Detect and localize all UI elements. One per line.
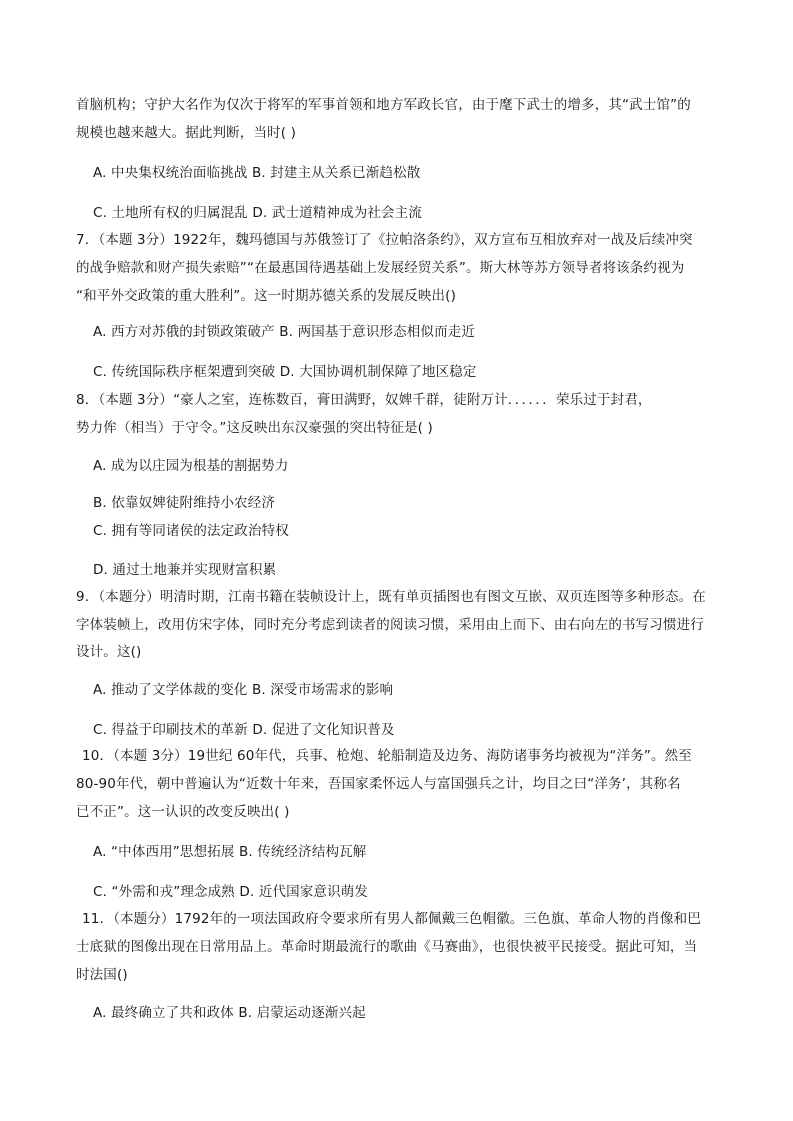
q7-stem-line-2: 的战争赔款和财产损失索赔”“在最惠国待遇基础上发展经贸关系”。斯大林等苏方领导者将该条约视为 xyxy=(76,260,685,276)
q6-options-cd: C. 土地所有权的归属混乱 D. 武士道精神成为社会主流 xyxy=(93,205,422,221)
q8-option-d: D. 通过土地兼并实现财富积累 xyxy=(93,562,277,578)
q10-options-cd: C. “外需和戎”理念成熟 D. 近代国家意识萌发 xyxy=(93,884,369,900)
q9-stem-line-1: 9．（本题分）明清时期，江南书籍在装帧设计上，既有单页插图也有图文互嵌、双页连图等多种形态。在 xyxy=(76,589,706,605)
q8-option-b: B. 依靠奴婢徒附维持小农经济 xyxy=(93,495,276,511)
q11-stem-line-3: 时法国() xyxy=(76,967,128,983)
q10-stem-line-1: 10．（本题 3分）19世纪 60年代，兵事、枪炮、轮船制造及边务、海防诸事务均被视为“洋务”。然至 xyxy=(82,748,692,764)
q11-stem-line-1: 11．（本题分）1792年的一项法国政府令要求所有男人都佩戴三色帽徽。三色旗、革命人物的肖像和巴 xyxy=(82,911,701,927)
q7-options-ab: A. 西方对苏俄的封锁政策破产 B. 两国基于意识形态相似而走近 xyxy=(93,324,476,340)
q11-stem-line-2: 士底狱的图像出现在日常用品上。革命时期最流行的歌曲《马赛曲》，也很快被平民接受。据此可知，当 xyxy=(76,939,698,955)
q8-option-c: C. 拥有等同诸侯的法定政治特权 xyxy=(93,523,289,539)
q9-stem-line-3: 设计。这() xyxy=(76,644,142,660)
q7-stem-line-3: “和平外交政策的重大胜利”。这一时期苏德关系的发展反映出() xyxy=(76,288,457,304)
q6-stem-line-1: 首脑机构；守护大名作为仅次于将军的军事首领和地方军政长官，由于麾下武士的增多，其“武士馆”的 xyxy=(76,97,691,113)
q9-stem-line-2: 字体装帧上，改用仿宋字体，同时充分考虑到读者的阅读习惯，采用由上而下、由右向左的书写习惯进行 xyxy=(76,617,704,633)
q6-stem-line-2: 规模也越来越大。据此判断，当时( ) xyxy=(76,125,297,141)
q8-option-a: A. 成为以庄园为根基的割据势力 xyxy=(93,458,289,474)
q10-stem-line-3: 已不正”。这一认识的改变反映出( ) xyxy=(76,804,290,820)
q11-options-ab: A. 最终确立了共和政体 B. 启蒙运动逐渐兴起 xyxy=(93,1005,366,1021)
q7-options-cd: C. 传统国际秩序框架遭到突破 D. 大国协调机制保障了地区稳定 xyxy=(93,364,477,380)
q10-options-ab: A. “中体西用”思想拓展 B. 传统经济结构瓦解 xyxy=(93,844,367,860)
q7-stem-line-1: 7．（本题 3分）1922年，魏玛德国与苏俄签订了《拉帕洛条约》，双方宣布互相放弃对一战及后续冲突 xyxy=(76,232,693,248)
q10-stem-line-2: 80-90年代，朝中普遍认为“近数十年来，吾国家柔怀远人与富国强兵之计，均目之曰“洋务’，其称名 xyxy=(76,776,681,792)
q8-stem-line-1: 8．（本题 3分）“豪人之室，连栋数百，膏田满野，奴婢千群，徒附万计．．．．．．荣乐过于封君， xyxy=(76,392,652,408)
q9-options-cd: C. 得益于印刷技术的革新 D. 促进了文化知识普及 xyxy=(93,722,395,738)
q8-stem-line-2: 势力侔（相当）于守令。”这反映出东汉豪强的突出特征是( ) xyxy=(76,420,433,436)
q9-options-ab: A. 推动了文学体裁的变化 B. 深受市场需求的影响 xyxy=(93,682,394,698)
q6-options-ab: A. 中央集权统治面临挑战 B. 封建主从关系已渐趋松散 xyxy=(93,165,421,181)
